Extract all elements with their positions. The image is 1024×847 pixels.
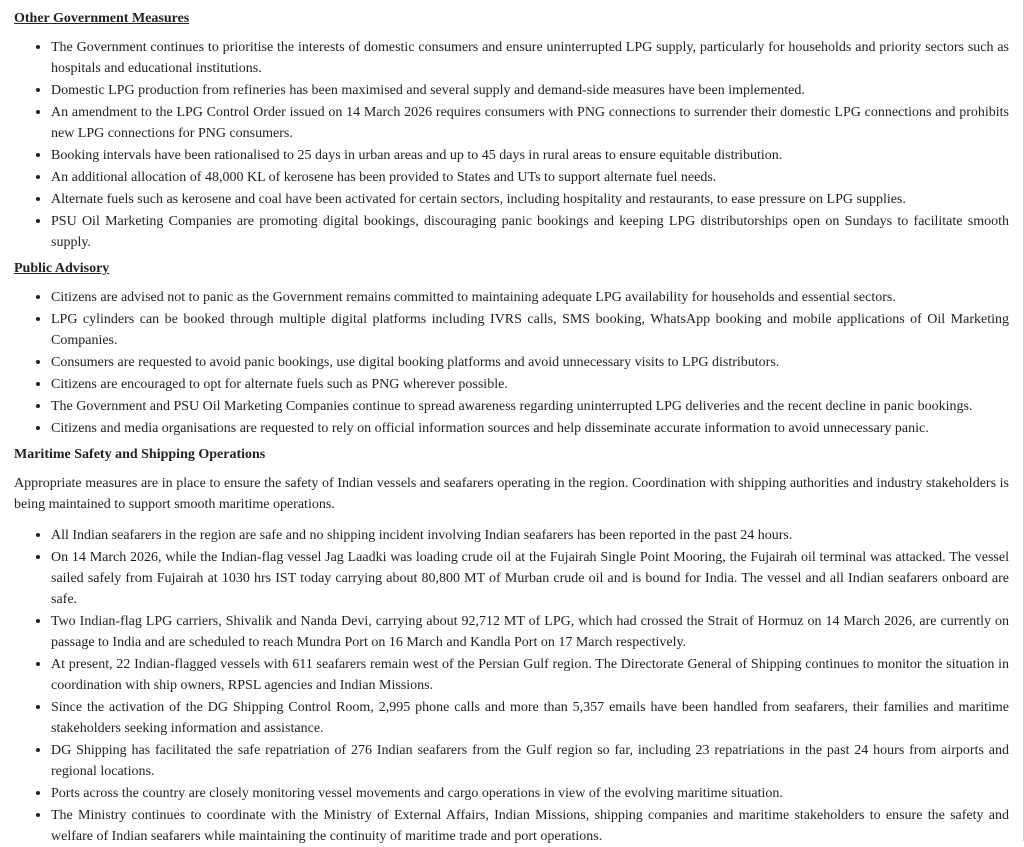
section-heading-public-advisory: Public Advisory — [14, 261, 110, 276]
list-item: • Since the activation of the DG Shipping Control Room, 2,995 phone calls and more than 5,357 emails have been handled from seafarers, their families and maritime stakeholders seeking information and assistance. — [51, 696, 1009, 739]
list-item: • Two Indian-flag LPG carriers, Shivalik and Nanda Devi, carrying about 92,712 MT of LPG, which had crossed the Strait of Hormuz on 14 March 2026, are currently on passage to India and are scheduled to reach Mundra Port on 16 March and Kandla Port on 17 March respectively. — [51, 610, 1009, 653]
list-item: • The Ministry continues to coordinate with the Ministry of External Affairs, Indian Missions, shipping companies and maritime stakeholders to ensure the safety and welfare of Indian seafarers while maintaining the continuity of maritime trade and port operations. — [51, 804, 1009, 847]
list-item: • On 14 March 2026, while the Indian-flag vessel Jag Laadki was loading crude oil at the Fujairah Single Point Mooring, the Fujairah oil terminal was attacked. The vessel sailed safely from Fujairah at 1030 hrs IST today carrying about 80,800 MT of Murban crude oil and is bound for India. The vessel and all Indian seafarers onboard are safe. — [51, 546, 1009, 610]
public-advisory-list — [14, 286, 1009, 439]
maritime-safety-list — [14, 524, 1009, 847]
list-item: • An additional allocation of 48,000 KL of kerosene has been provided to States and UTs to support alternate fuel needs. — [51, 166, 1009, 188]
maritime-intro-paragraph: Appropriate measures are in place to ensure the safety of Indian vessels and seafarers operating in the region. Coordination with shipping authorities and industry stakeholders is being maintained to support smooth maritime operations. — [14, 476, 1009, 512]
list-item: • Citizens are encouraged to opt for alternate fuels such as PNG wherever possible. — [51, 373, 1009, 395]
list-item: • Alternate fuels such as kerosene and coal have been activated for certain sectors, including hospitality and restaurants, to ease pressure on LPG supplies. — [51, 188, 1009, 210]
list-item: • At present, 22 Indian-flagged vessels with 611 seafarers remain west of the Persian Gulf region. The Directorate General of Shipping continues to monitor the situation in coordination with ship owners, RPSL agencies and Indian Missions. — [51, 653, 1009, 696]
list-item: • Booking intervals have been rationalised to 25 days in urban areas and up to 45 days in rural areas to ensure equitable distribution. — [51, 144, 1009, 166]
list-item: • DG Shipping has facilitated the safe repatriation of 276 Indian seafarers from the Gulf region so far, including 23 repatriations in the past 24 hours from airports and regional locations. — [51, 739, 1009, 782]
section-heading-maritime-safety: Maritime Safety and Shipping Operations — [14, 447, 266, 462]
list-item: • PSU Oil Marketing Companies are promoting digital bookings, discouraging panic bookings and keeping LPG distributorships open on Sundays to facilitate smooth supply. — [51, 210, 1009, 253]
list-item: • Ports across the country are closely monitoring vessel movements and cargo operations in view of the evolving maritime situation. — [51, 782, 1009, 804]
list-item: • The Government and PSU Oil Marketing Companies continue to spread awareness regarding uninterrupted LPG deliveries and the recent decline in panic bookings. — [51, 395, 1009, 417]
list-item: • The Government continues to prioritise the interests of domestic consumers and ensure uninterrupted LPG supply, particularly for households and priority sectors such as hospitals and educational institutions. — [51, 36, 1009, 79]
list-item: • Domestic LPG production from refineries has been maximised and several supply and demand-side measures have been implemented. — [51, 79, 1009, 101]
list-item: • LPG cylinders can be booked through multiple digital platforms including IVRS calls, SMS booking, WhatsApp booking and mobile applications of Oil Marketing Companies. — [51, 308, 1009, 351]
list-item: • Consumers are requested to avoid panic bookings, use digital booking platforms and avoid unnecessary visits to LPG distributors. — [51, 351, 1009, 373]
list-item: • All Indian seafarers in the region are safe and no shipping incident involving Indian seafarers has been reported in the past 24 hours. — [51, 524, 1009, 546]
section-heading-other-government-measures: Other Government Measures — [14, 11, 190, 26]
list-item: • Citizens and media organisations are requested to rely on official information sources and help disseminate accurate information to avoid unnecessary panic. — [51, 417, 1009, 439]
list-item: • An amendment to the LPG Control Order issued on 14 March 2026 requires consumers with PNG connections to surrender their domestic LPG connections and prohibits new LPG connections for PNG consumers. — [51, 101, 1009, 144]
list-item: • Citizens are advised not to panic as the Government remains committed to maintaining adequate LPG availability for households and essential sectors. — [51, 286, 1009, 308]
other-government-measures-list — [14, 36, 1009, 253]
